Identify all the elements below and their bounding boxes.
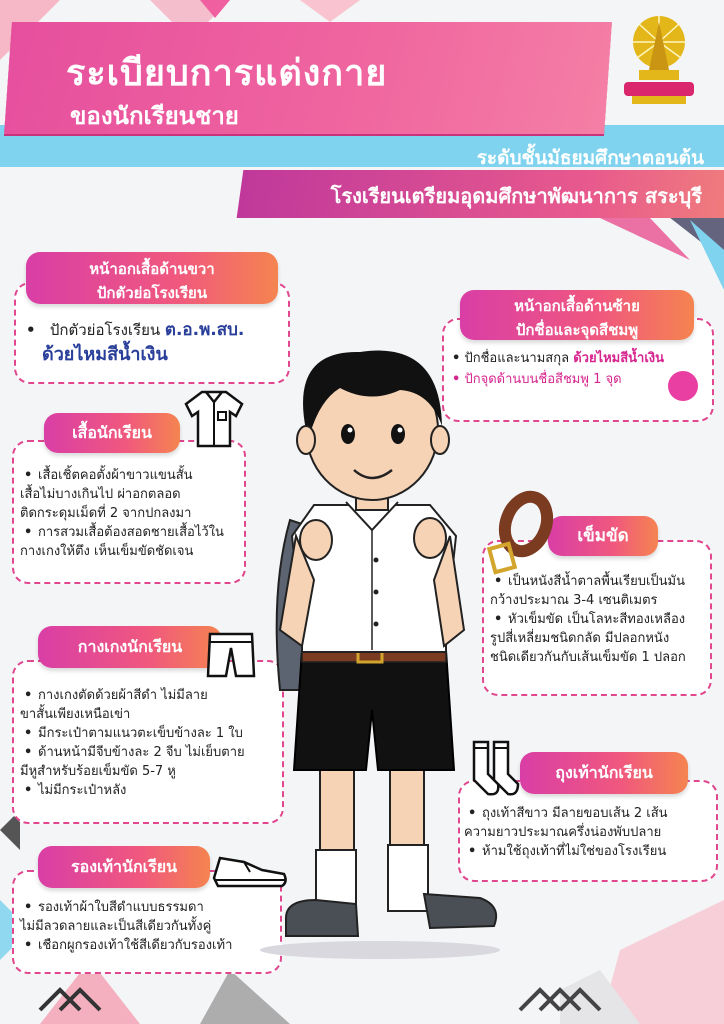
- shirt-tag: เสื้อนักเรียน: [44, 413, 180, 453]
- list-item: ขาสั้นเพียงเหนือเข่า: [20, 707, 131, 722]
- right-chest-tag-line2: ปักตัวย่อโรงเรียน: [96, 284, 208, 302]
- belt-items: [490, 572, 712, 667]
- left-chest-tag-line2: ปักชื่อและจุดสีชมพู: [515, 321, 639, 339]
- page-subtitle: ของนักเรียนชาย: [70, 102, 239, 130]
- list-item: กว้างประมาณ 3-4 เซนติเมตร: [490, 593, 658, 608]
- shorts-icon: [206, 630, 256, 680]
- shirt-items: [20, 466, 242, 561]
- left-chest-item1-prefix: ปักชื่อและนามสกุล: [464, 351, 570, 366]
- left-chest-item1-highlight: ด้วยไหมสีน้ำเงิน: [573, 351, 665, 366]
- list-item: • มีกระเป๋าตามแนวตะเข็บข้างละ 1 ใบ: [20, 724, 282, 743]
- list-item: ไม่มีลวดลายและเป็นสีเดียวกันทั้งคู่: [20, 919, 212, 934]
- student-illustration: [250, 330, 510, 960]
- socks-tag: ถุงเท้านักเรียน: [520, 752, 688, 794]
- right-chest-tag-line1: หน้าอกเสื้อด้านขวา: [89, 260, 215, 278]
- left-chest-item2: ปักจุดด้านบนชื่อสีชมพู 1 จุด: [464, 372, 622, 387]
- right-chest-tag: [26, 252, 278, 304]
- list-item: • เสื้อเชิ้ตคอตั้งผ้าขาวแขนสั้น: [20, 466, 242, 485]
- list-item: มีหูสำหรับร้อยเข็มขัด 5-7 หู: [20, 764, 176, 779]
- left-chest-items: • ปักชื่อและนามสกุล ด้วยไหมสีน้ำเงิน • ปักจุดด้านบนชื่อสีชมพู 1 จุด: [452, 351, 665, 387]
- right-chest-item: • ปักตัวย่อโรงเรียน ต.อ.พ.สบ. ด้วยไหมสีน้ำเงิน: [26, 318, 284, 368]
- right-chest-thread-color: ด้วยไหมสีน้ำเงิน: [42, 344, 168, 365]
- list-item: • ห้ามใช้ถุงเท้าที่ไม่ใช่ของโรงเรียน: [464, 842, 714, 861]
- list-item: • การสวมเสื้อต้องสอดชายเสื้อไว้ใน: [20, 523, 242, 542]
- list-item: • เป็นหนังสีน้ำตาลพื้นเรียบเป็นมัน: [490, 572, 712, 591]
- list-item: ชนิดเดียวกันกับเส้นเข็มขัด 1 ปลอก: [490, 650, 686, 665]
- education-level: ระดับชั้นมัธยมศึกษาตอนต้น: [476, 147, 704, 169]
- school-initials: ต.อ.พ.สบ.: [164, 320, 245, 340]
- pants-tag: กางเกงนักเรียน: [38, 626, 222, 668]
- belt-tag: เข็มขัด: [548, 516, 658, 556]
- list-item: ติดกระดุมเม็ดที่ 2 จากปกลงมา: [20, 506, 192, 521]
- shoes-items: [20, 898, 282, 955]
- list-item: ความยาวประมาณครึ่งน่องพับปลาย: [464, 825, 662, 840]
- list-item: รูปสี่เหลี่ยมชนิดกลัด มีปลอกหนัง: [490, 631, 670, 646]
- crest-icon: [614, 10, 704, 115]
- list-item: • ด้านหน้ามีจีบข้างละ 2 จีบ ไม่เย็บตาย: [20, 743, 282, 762]
- list-item: • เชือกผูกรองเท้าใช้สีเดียวกับรองเท้า: [20, 936, 282, 955]
- page-title: ระเบียบการแต่งกาย: [66, 53, 388, 94]
- list-item: • ไม่มีกระเป๋าหลัง: [20, 781, 282, 800]
- list-item: • ถุงเท้าสีขาว มีลายขอบเส้น 2 เส้น: [464, 804, 714, 823]
- school-name: โรงเรียนเตรียมอุดมศึกษาพัฒนาการ สระบุรี: [330, 184, 702, 208]
- right-chest-item-prefix: ปักตัวย่อโรงเรียน: [49, 321, 161, 339]
- list-item: กางเกงให้ตึง เห็นเข็มขัดชัดเจน: [20, 544, 194, 559]
- pink-dot-icon: [668, 371, 698, 401]
- list-item: เสื้อไม่บางเกินไป ผ่าอกตลอด: [20, 487, 181, 502]
- list-item: • กางเกงตัดด้วยผ้าสีดำ ไม่มีลาย: [20, 686, 282, 705]
- left-chest-tag-line1: หน้าอกเสื้อด้านซ้าย: [514, 297, 640, 315]
- shoes-tag: รองเท้านักเรียน: [38, 846, 210, 888]
- shirt-icon: [184, 388, 244, 450]
- pants-items: [20, 686, 282, 800]
- list-item: • รองเท้าผ้าใบสีดำแบบธรรมดา: [20, 898, 282, 917]
- list-item: • หัวเข็มขัด เป็นโลหะสีทองเหลือง: [490, 610, 712, 629]
